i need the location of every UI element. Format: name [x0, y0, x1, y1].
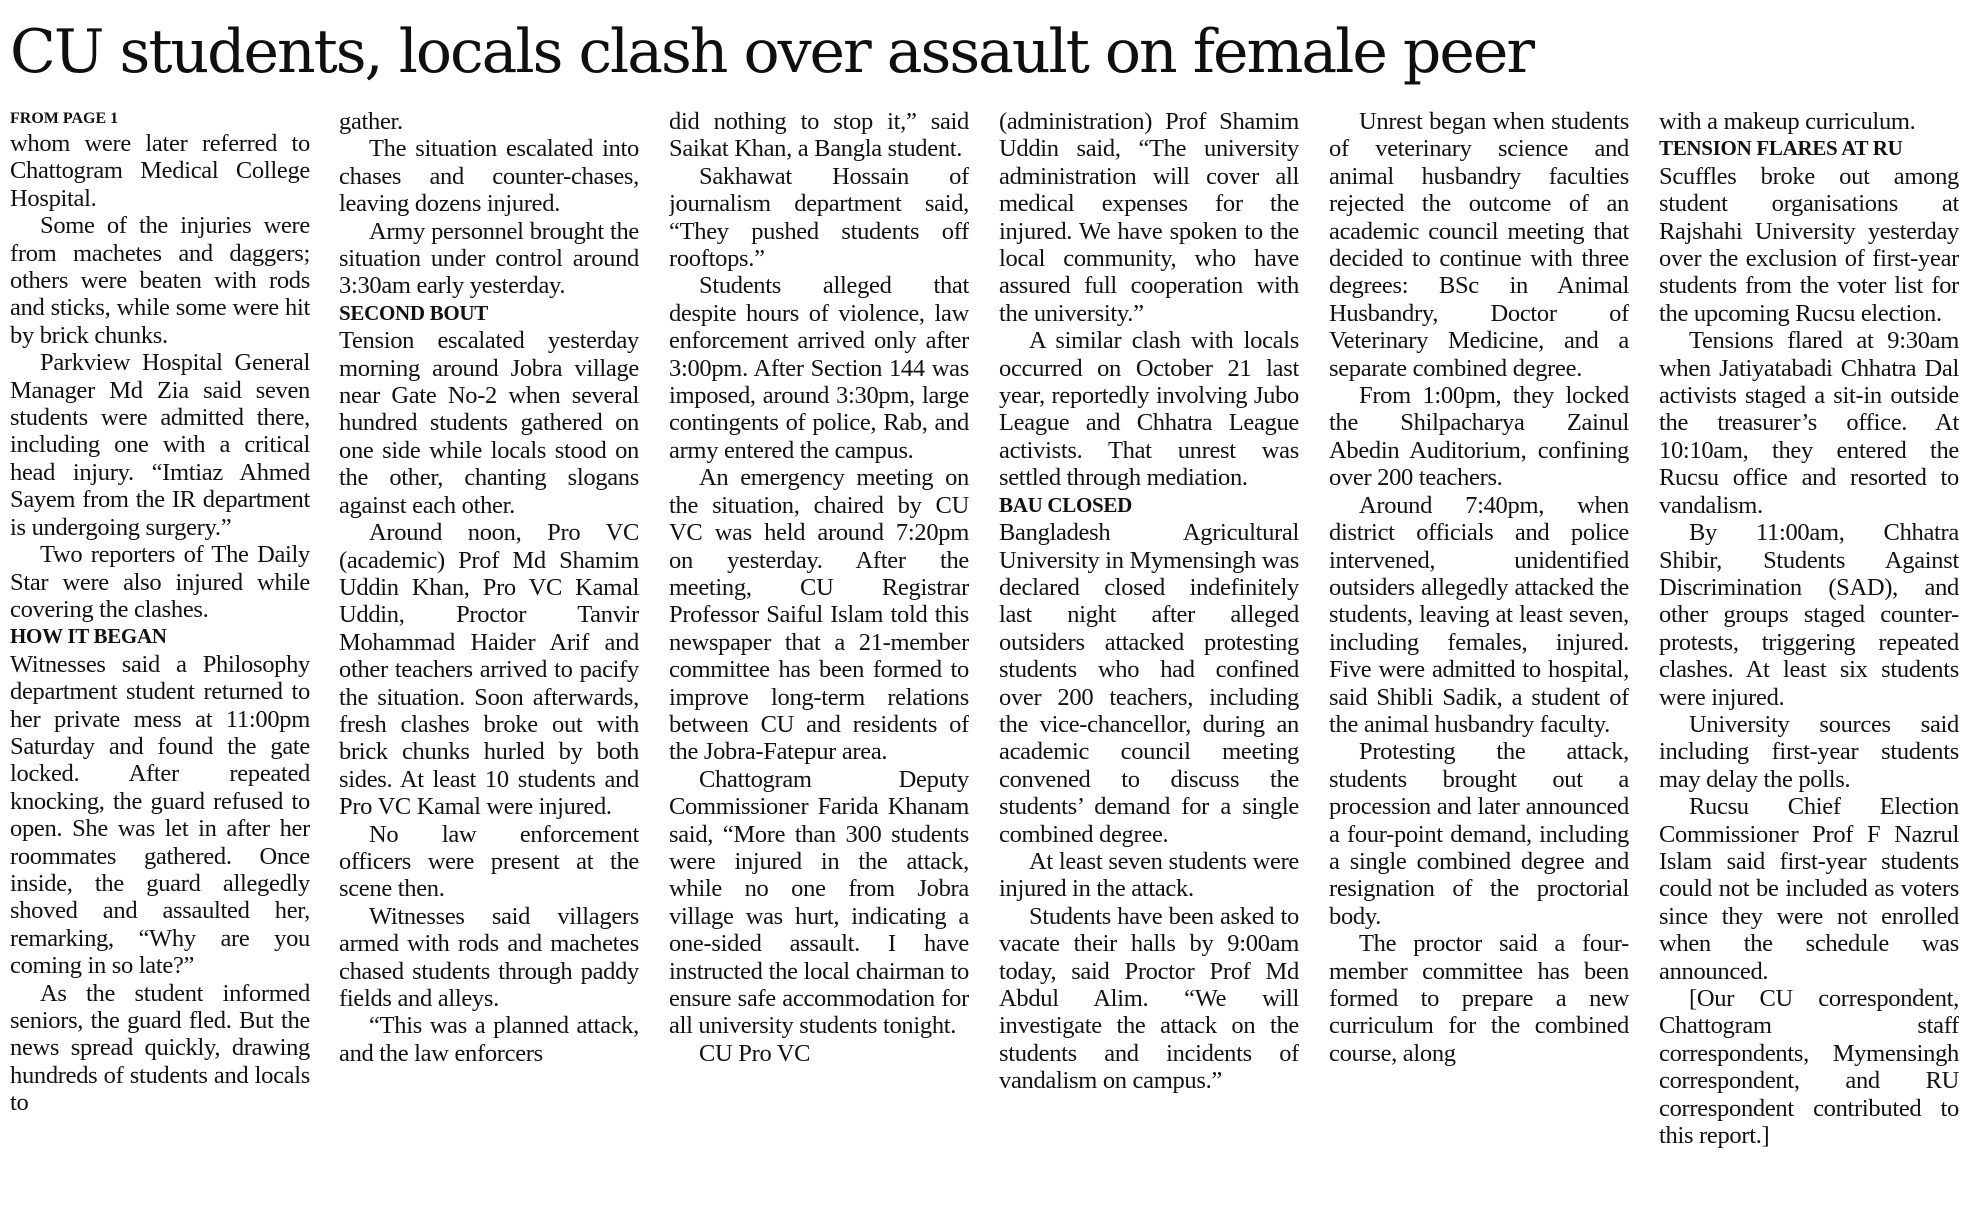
paragraph: As the student informed seniors, the guard fled. But the news spread quickly, drawing hundreds of students and locals to — [10, 979, 310, 1117]
paragraph: Two reporters of The Daily Star were also injured while covering the clashes. — [10, 541, 310, 623]
section-heading: TENSION FLARES AT RU — [1659, 136, 1903, 161]
paragraph: CU Pro VC — [699, 1039, 811, 1067]
article-column-4 — [999, 108, 1299, 1216]
section-heading: BAU CLOSED — [999, 492, 1132, 517]
paragraph: Tensions flared at 9:30am when Jatiyatabadi Chhatra Dal activists staged a sit-in outside the treasurer’s office. At 10:10am, they entered the Rucsu office and resorted to vandalism. — [1659, 327, 1959, 519]
paragraph: Parkview Hospital General Manager Md Zia said seven students were admitted there, including one with a critical head injury. “Imtiaz Ahmed Sayem from the IR department is undergoing surgery.” — [10, 349, 310, 541]
paragraph: Tension escalated yesterday morning around Jobra village near Gate No-2 when several hundred students gathered on one side while locals stood on the other, chanting slogans against each other. — [339, 327, 639, 519]
paragraph: Around 7:40pm, when district officials and police intervened, unidentified outsiders allegedly attacked the students, leaving at least seven, including females, injured. Five were admitted to hospital, said Shibli Sadik, a student of the animal husbandry faculty. — [1329, 491, 1629, 738]
article-column-1 — [10, 108, 310, 1216]
paragraph: whom were later referred to Chattogram Medical College Hospital. — [10, 130, 310, 212]
paragraph: Students alleged that despite hours of violence, law enforcement arrived only after 3:00pm. After Section 144 was imposed, around 3:30pm, large contingents of police, Rab, and army entered the campus. — [669, 272, 969, 464]
paragraph: did nothing to stop it,” said Saikat Khan, a Bangla student. — [669, 108, 969, 163]
paragraph: Army personnel brought the situation under control around 3:30am early yesterday. — [339, 217, 639, 300]
paragraph: An emergency meeting on the situation, chaired by CU VC was held around 7:20pm on yesterday. After the meeting, CU Registrar Professor Saiful Islam told this newspaper that a 21-member committee has been formed to improve long-term relations between CU and residents of the Jobra-Fatepur area. — [669, 464, 969, 766]
paragraph: Around noon, Pro VC (academic) Prof Md Shamim Uddin Khan, Pro VC Kamal Uddin, Proctor Tanvir Mohammad Haider Arif and other teachers arrived to pacify the situation. Soon afterwards, fresh clashes broke out with brick chunks hurled by both sides. At least 10 students and Pro VC Kamal were injured. — [339, 519, 639, 821]
paragraph: gather. — [339, 108, 403, 135]
paragraph: No law enforcement officers were present at the scene then. — [339, 820, 639, 903]
paragraph: A similar clash with locals occurred on October 21 last year, reportedly involving Jubo League and Chhatra League activists. That unrest was settled through mediation. — [999, 327, 1299, 492]
article-column-2 — [339, 108, 639, 1216]
paragraph: The proctor said a four-member committee has been formed to prepare a new curriculum for the combined course, along — [1329, 930, 1629, 1067]
article-column-6 — [1659, 108, 1959, 1216]
headline: CU students, locals clash over assault on female peer — [10, 17, 1534, 87]
paragraph: (administration) Prof Shamim Uddin said, “The university administration will cover all medical expenses for the injured. We have spoken to the local community, who have assured full cooperation with the university.” — [999, 108, 1299, 327]
jump-line: FROM PAGE 1 — [10, 110, 119, 127]
paragraph: Witnesses said villagers armed with rods and machetes chased students through paddy fields and alleys. — [339, 902, 639, 1012]
paragraph: From 1:00pm, they locked the Shilpacharya Zainul Abedin Auditorium, confining over 200 teachers. — [1329, 382, 1629, 492]
paragraph: The situation escalated into chases and counter-chases, leaving dozens injured. — [339, 135, 639, 218]
section-heading: HOW IT BEGAN — [10, 624, 167, 649]
article-column-3 — [669, 108, 969, 1216]
paragraph: [Our CU correspondent, Chattogram staff correspondents, Mymensingh correspondent, and RU correspondent contributed to this report.] — [1659, 985, 1959, 1150]
paragraph: Protesting the attack, students brought out a procession and later announced a four-point demand, including a single combined degree and resignation of the proctorial body. — [1329, 738, 1629, 930]
paragraph: with a makeup curriculum. — [1659, 108, 1916, 135]
paragraph: Scuffles broke out among student organisations at Rajshahi University yesterday over the exclusion of first-year students from the voter list for the upcoming Rucsu election. — [1659, 162, 1959, 327]
paragraph: Chattogram Deputy Commissioner Farida Khanam said, “More than 300 students were injured in the attack, while no one from Jobra village was hurt, indicating a one-sided assault. I have instructed the local chairman to ensure safe accommodation for all university students tonight. — [669, 765, 969, 1040]
paragraph: Some of the injuries were from machetes and daggers; others were beaten with rods and sticks, while some were hit by brick chunks. — [10, 212, 310, 349]
paragraph: By 11:00am, Chhatra Shibir, Students Against Discrimination (SAD), and other groups staged counter-protests, triggering repeated clashes. At least six students were injured. — [1659, 519, 1959, 711]
article-body — [0, 108, 1963, 1216]
paragraph: At least seven students were injured in the attack. — [999, 847, 1299, 903]
article-column-5 — [1329, 108, 1629, 1216]
paragraph: Witnesses said a Philosophy department student returned to her private mess at 11:00pm Saturday and found the gate locked. After repeated knocking, the guard refused to open. She was let in after her roommates gathered. Once inside, the guard allegedly shoved and assaulted her, remarking, “Why are you coming in so late?” — [10, 650, 310, 980]
paragraph: Students have been asked to vacate their halls by 9:00am today, said Proctor Prof Md Abdul Alim. “We will investigate the attack on the students and incidents of vandalism on campus.” — [999, 902, 1299, 1095]
paragraph: Sakhawat Hossain of journalism department said, “They pushed students off rooftops.” — [669, 162, 969, 273]
section-heading: SECOND BOUT — [339, 300, 488, 325]
paragraph: Rucsu Chief Election Commissioner Prof F Nazrul Islam said first-year students could not be included as voters since they were not enrolled when the schedule was announced. — [1659, 793, 1959, 985]
paragraph: University sources said including first-year students may delay the polls. — [1659, 710, 1959, 793]
paragraph: “This was a planned attack, and the law enforcers — [339, 1012, 639, 1067]
paragraph: Unrest began when students of veterinary science and animal husbandry faculties rejected the outcome of an academic council meeting that decided to continue with three degrees: BSc in Animal Husbandry, Doctor of Veterinary Medicine, and a separate combined degree. — [1329, 108, 1629, 382]
paragraph: Bangladesh Agricultural University in Mymensingh was declared closed indefinitely last night after alleged outsiders attacked protesting students who had confined over 200 teachers, including the vice-chancellor, during an academic council meeting convened to discuss the students’ demand for a single combined degree. — [999, 519, 1299, 848]
